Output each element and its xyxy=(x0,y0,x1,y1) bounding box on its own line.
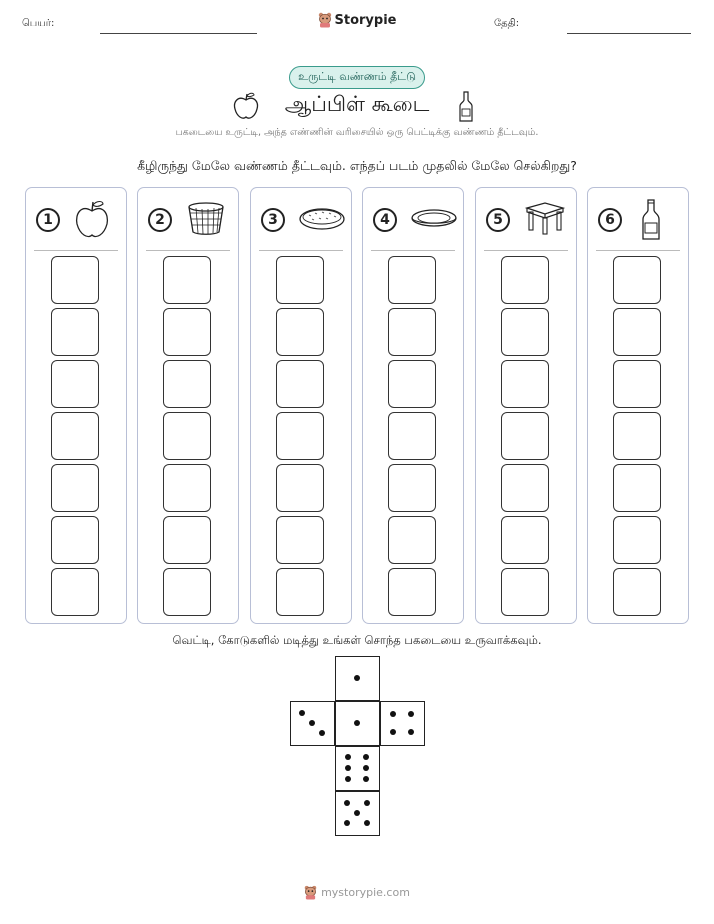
color-cell[interactable] xyxy=(501,360,549,408)
dice-pip xyxy=(299,710,305,716)
column-5 xyxy=(475,187,577,624)
apple-icon xyxy=(72,198,112,240)
dice-pip xyxy=(390,711,396,717)
color-cell[interactable] xyxy=(613,308,661,356)
dice-pip xyxy=(363,776,369,782)
dice-face-3 xyxy=(290,701,335,746)
column-divider xyxy=(34,250,118,251)
color-cell[interactable] xyxy=(51,568,99,616)
dice-pip xyxy=(345,754,351,760)
color-cell[interactable] xyxy=(276,412,324,460)
column-divider xyxy=(484,250,568,251)
dice-pip xyxy=(309,720,315,726)
color-cell[interactable] xyxy=(163,464,211,512)
dice-pip xyxy=(408,711,414,717)
column-number: 5 xyxy=(486,208,510,232)
color-cell[interactable] xyxy=(51,516,99,564)
date-line[interactable] xyxy=(567,33,691,34)
color-cell[interactable] xyxy=(163,308,211,356)
dice-pip xyxy=(354,675,360,681)
bottle-icon xyxy=(458,91,474,123)
column-number: 1 xyxy=(36,208,60,232)
dice-face-1 xyxy=(335,656,380,701)
color-cell[interactable] xyxy=(163,516,211,564)
color-cell[interactable] xyxy=(613,464,661,512)
activity-tag: உருட்டி வண்ணம் தீட்டு xyxy=(289,66,425,89)
dice-face-6 xyxy=(335,746,380,791)
dice-face-1 xyxy=(335,701,380,746)
color-cell[interactable] xyxy=(163,568,211,616)
storypie-mascot-icon xyxy=(318,12,332,28)
column-divider xyxy=(259,250,343,251)
cut-instruction: வெட்டி, கோடுகளில் மடித்து உங்கள் சொந்த பகடையை உருவாக்கவும். xyxy=(172,633,542,647)
subtitle: பகடையை உருட்டி, அந்த எண்ணின் வரிசையில் ஒரு பெட்டிக்கு வண்ணம் தீட்டவும். xyxy=(175,127,539,138)
color-cell[interactable] xyxy=(51,412,99,460)
storypie-mascot-icon xyxy=(304,885,317,900)
name-label: பெயர்: xyxy=(22,18,55,29)
brand-name: Storypie xyxy=(334,12,397,28)
dice-pip xyxy=(354,720,360,726)
color-cell[interactable] xyxy=(613,256,661,304)
dice-pip xyxy=(364,820,370,826)
color-cell[interactable] xyxy=(501,464,549,512)
color-cell[interactable] xyxy=(51,464,99,512)
column-3 xyxy=(250,187,352,624)
page-title: ஆப்பிள் கூடை xyxy=(284,92,430,116)
color-cell[interactable] xyxy=(276,360,324,408)
column-4 xyxy=(362,187,464,624)
column-divider xyxy=(596,250,680,251)
dice-pip xyxy=(344,800,350,806)
column-divider xyxy=(146,250,230,251)
dice-face-5 xyxy=(335,791,380,836)
bottle-icon xyxy=(640,198,662,242)
dice-face-4 xyxy=(380,701,425,746)
dice-pip xyxy=(363,765,369,771)
column-divider xyxy=(371,250,455,251)
footer-link[interactable]: mystorypie.com xyxy=(321,886,410,899)
color-cell[interactable] xyxy=(276,464,324,512)
dice-pip xyxy=(363,754,369,760)
color-cell[interactable] xyxy=(51,308,99,356)
color-cell[interactable] xyxy=(276,516,324,564)
pie-icon xyxy=(297,198,347,238)
color-cell[interactable] xyxy=(276,568,324,616)
column-2 xyxy=(137,187,239,624)
color-cell[interactable] xyxy=(501,516,549,564)
color-cell[interactable] xyxy=(613,360,661,408)
color-cell[interactable] xyxy=(501,412,549,460)
dice-pip xyxy=(345,765,351,771)
dice-pip xyxy=(354,810,360,816)
color-cell[interactable] xyxy=(163,256,211,304)
column-6 xyxy=(587,187,689,624)
color-cell[interactable] xyxy=(51,256,99,304)
column-1 xyxy=(25,187,127,624)
color-cell[interactable] xyxy=(501,568,549,616)
instruction: கீழிருந்து மேலே வண்ணம் தீட்டவும். எந்தப் படம் முதலில் மேலே செல்கிறது? xyxy=(137,158,577,173)
footer xyxy=(0,885,714,904)
dice-pip xyxy=(319,730,325,736)
color-cell[interactable] xyxy=(501,308,549,356)
dice-pip xyxy=(390,729,396,735)
dice-pip xyxy=(408,729,414,735)
dice-pip xyxy=(344,820,350,826)
color-cell[interactable] xyxy=(388,360,436,408)
color-cell[interactable] xyxy=(163,360,211,408)
color-cell[interactable] xyxy=(388,412,436,460)
column-number: 4 xyxy=(373,208,397,232)
color-cell[interactable] xyxy=(388,464,436,512)
column-number: 2 xyxy=(148,208,172,232)
basket-icon xyxy=(184,198,228,238)
color-cell[interactable] xyxy=(276,256,324,304)
color-cell[interactable] xyxy=(388,568,436,616)
color-cell[interactable] xyxy=(388,256,436,304)
dice-pip xyxy=(345,776,351,782)
color-cell[interactable] xyxy=(613,516,661,564)
dice-pip xyxy=(364,800,370,806)
stool-icon xyxy=(522,198,568,238)
brand-logo xyxy=(0,12,714,32)
color-cell[interactable] xyxy=(613,412,661,460)
color-cell[interactable] xyxy=(163,412,211,460)
column-number: 3 xyxy=(261,208,285,232)
color-cell[interactable] xyxy=(613,568,661,616)
date-label: தேதி: xyxy=(494,18,520,29)
color-cell[interactable] xyxy=(388,516,436,564)
column-number: 6 xyxy=(598,208,622,232)
color-cell[interactable] xyxy=(276,308,324,356)
color-cell[interactable] xyxy=(501,256,549,304)
pie-dish-icon xyxy=(409,198,459,238)
name-line[interactable] xyxy=(100,33,257,34)
color-cell[interactable] xyxy=(51,360,99,408)
color-cell[interactable] xyxy=(388,308,436,356)
